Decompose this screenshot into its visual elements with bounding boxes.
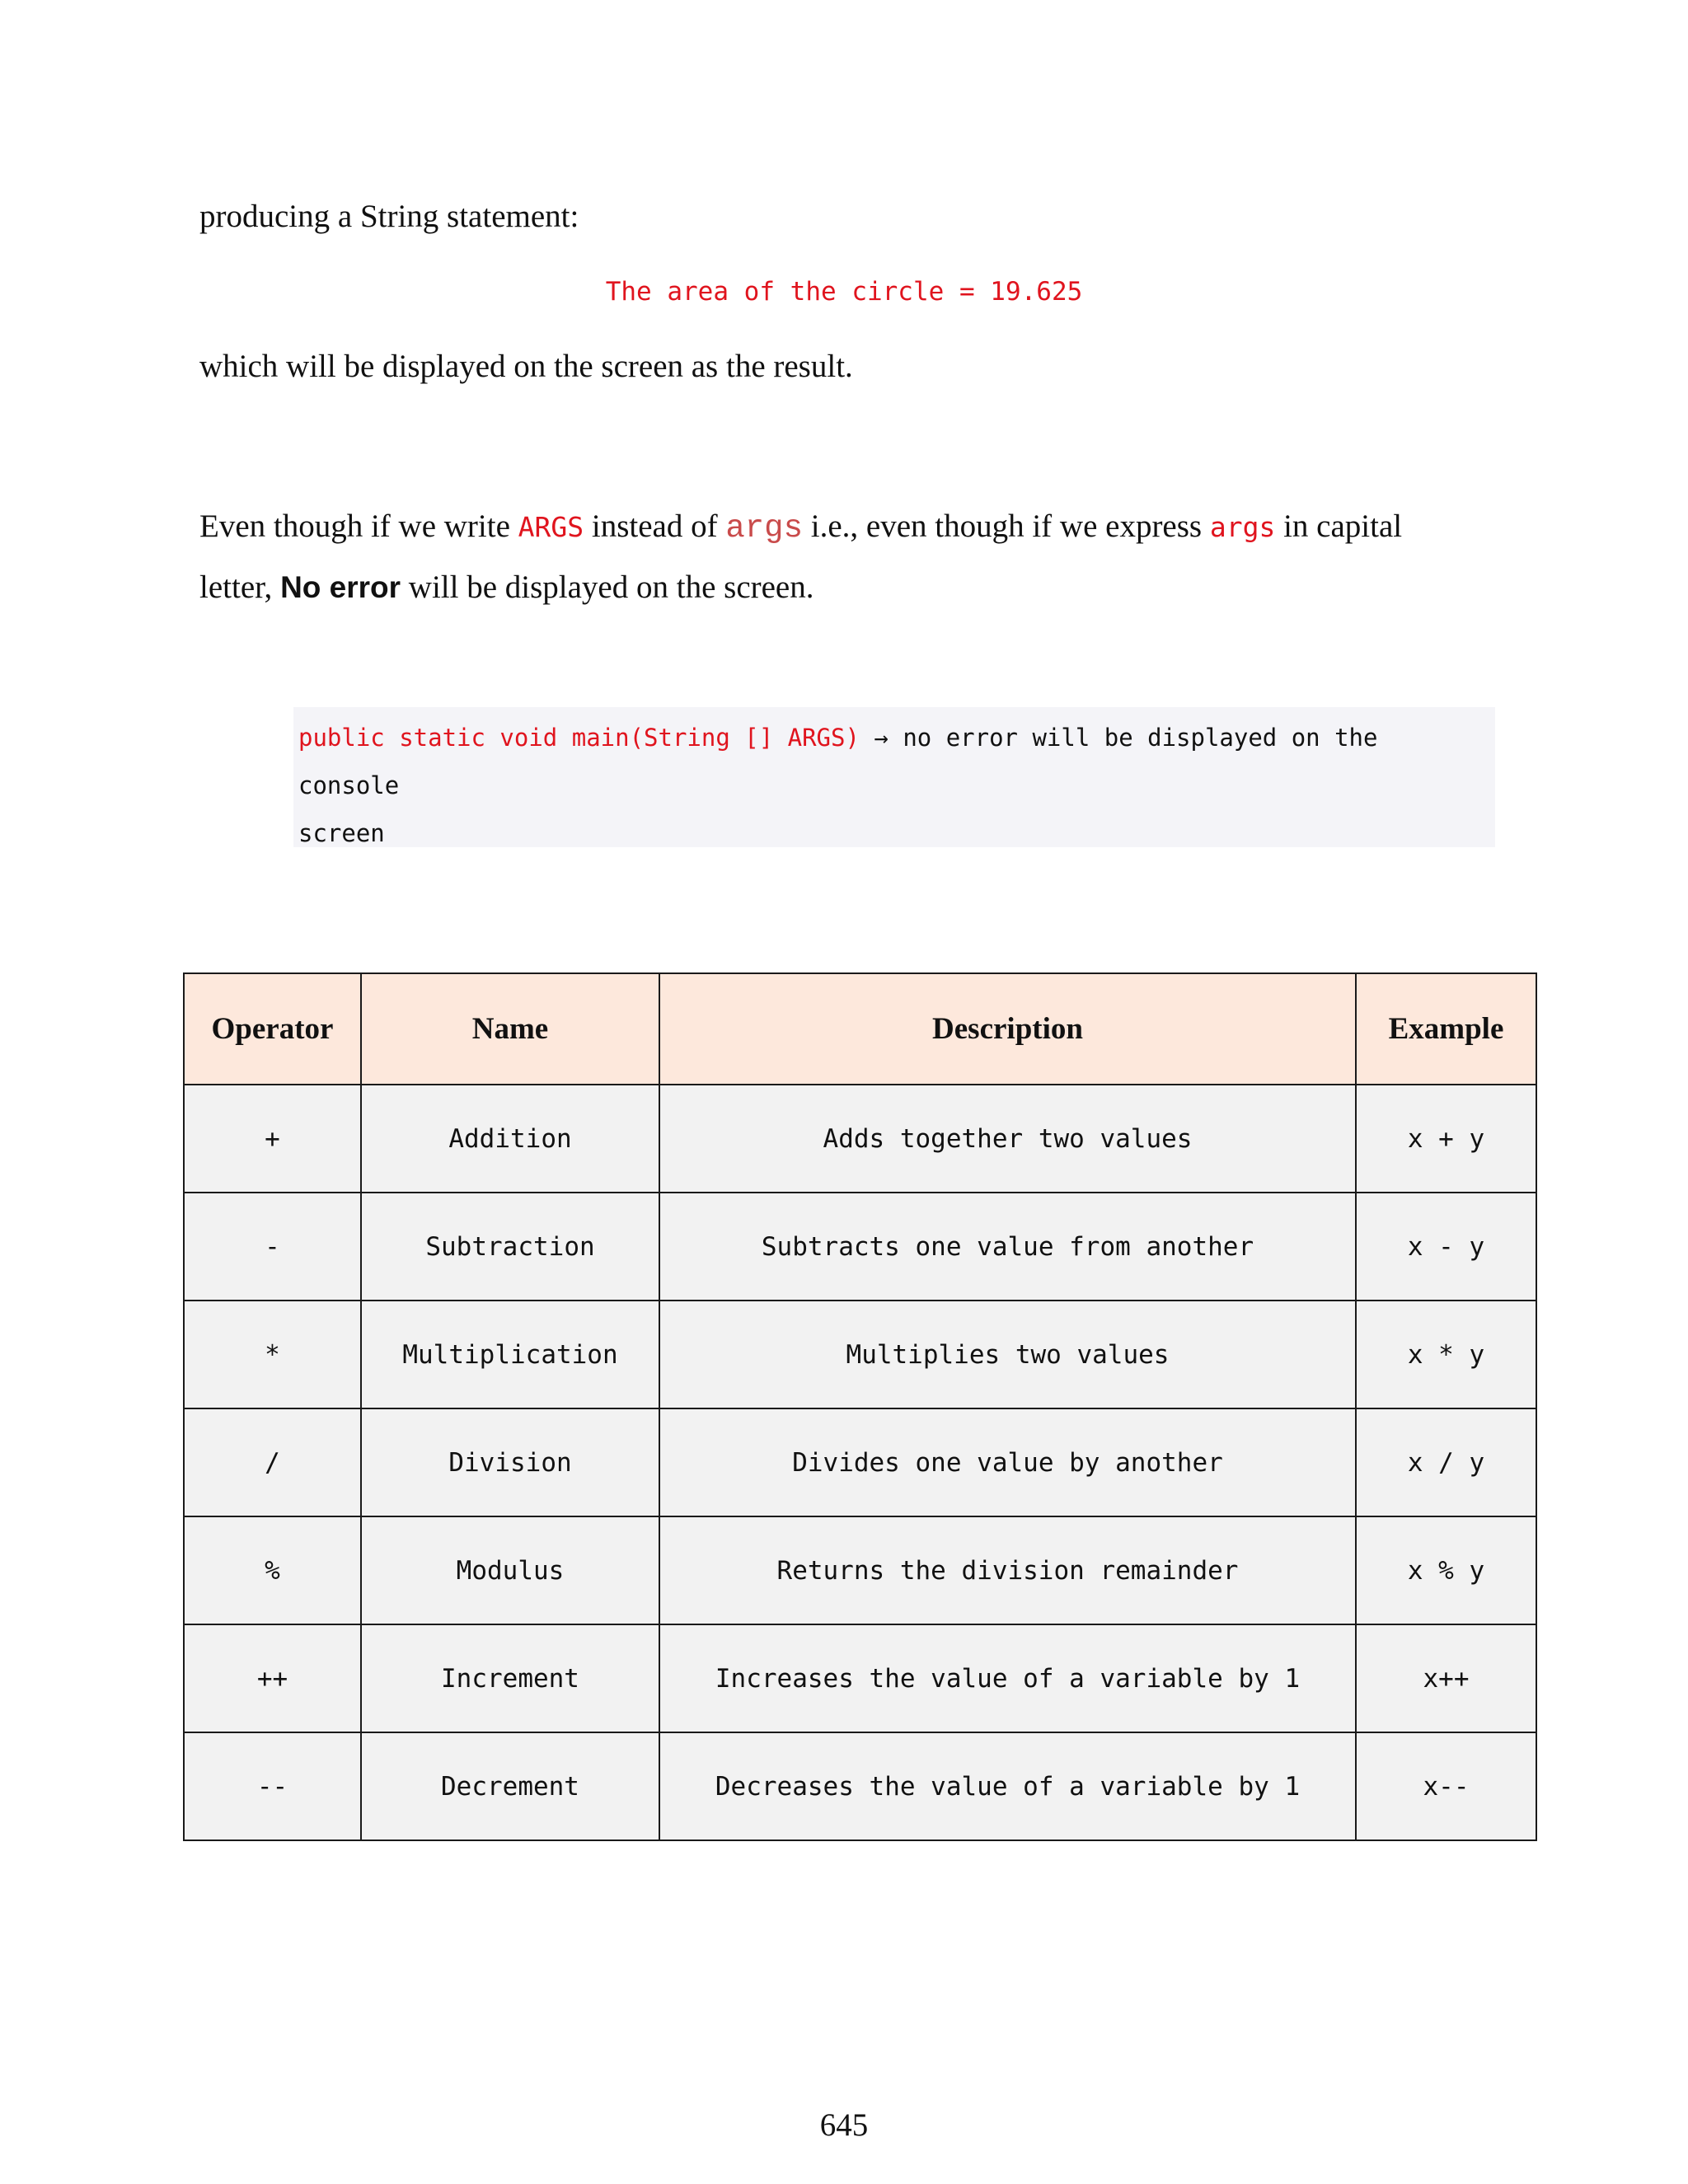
cell-name: Addition [361, 1085, 659, 1193]
code-output-line: The area of the circle = 19.625 [605, 277, 1083, 307]
cell-description: Divides one value by another [659, 1408, 1356, 1516]
operators-table [183, 972, 1537, 1841]
code-line-2: screen [298, 819, 385, 847]
arrow-glyph: → [859, 724, 903, 752]
code-block [293, 707, 1495, 847]
code-args-lower: args [1209, 511, 1276, 543]
text-run: in capital [1275, 509, 1403, 544]
cell-description: Adds together two values [659, 1085, 1356, 1193]
cell-operator: -- [184, 1732, 361, 1840]
cell-name: Decrement [361, 1732, 659, 1840]
cell-name: Subtraction [361, 1193, 659, 1301]
cell-example: x + y [1356, 1085, 1536, 1193]
cell-name: Division [361, 1408, 659, 1516]
text-run: instead of [584, 509, 726, 544]
cell-description: Returns the division remainder [659, 1516, 1356, 1624]
cell-description: Decreases the value of a variable by 1 [659, 1732, 1356, 1840]
cell-operator: * [184, 1301, 361, 1408]
code-signature: public static void main(String [] ARGS) [298, 724, 860, 752]
table-row [184, 1301, 1536, 1408]
header-operator: Operator [184, 973, 361, 1085]
code-comment: no error will be displayed on the console [298, 724, 1378, 799]
cell-operator: / [184, 1408, 361, 1516]
no-error-emphasis: No error [280, 570, 401, 604]
cell-description: Multiplies two values [659, 1301, 1356, 1408]
page-number: 645 [819, 2107, 869, 2143]
code-line-1 [298, 714, 1490, 809]
cell-example: x / y [1356, 1408, 1536, 1516]
text-run: i.e., even though if we express [802, 509, 1210, 544]
cell-example: x - y [1356, 1193, 1536, 1301]
cell-operator: + [184, 1085, 361, 1193]
result-line: which will be displayed on the screen as the result. [199, 349, 853, 384]
intro-line: producing a String statement: [199, 199, 579, 234]
cell-operator: - [184, 1193, 361, 1301]
table-row [184, 1624, 1536, 1732]
args-paragraph-line-2 [199, 557, 814, 618]
text-run: letter, [199, 569, 281, 605]
table-row [184, 1085, 1536, 1193]
cell-description: Subtracts one value from another [659, 1193, 1356, 1301]
cell-name: Multiplication [361, 1301, 659, 1408]
cell-name: Modulus [361, 1516, 659, 1624]
code-args-lower-light: args [725, 510, 803, 546]
header-example: Example [1356, 973, 1536, 1085]
table-row [184, 1193, 1536, 1301]
cell-example: x * y [1356, 1301, 1536, 1408]
table-row [184, 1732, 1536, 1840]
text-run: Even though if we write [199, 509, 518, 544]
header-name: Name [361, 973, 659, 1085]
cell-example: x++ [1356, 1624, 1536, 1732]
header-description: Description [659, 973, 1356, 1085]
cell-operator: % [184, 1516, 361, 1624]
code-args-upper: ARGS [518, 511, 584, 543]
table-header-row [184, 973, 1536, 1085]
table-row [184, 1408, 1536, 1516]
cell-example: x-- [1356, 1732, 1536, 1840]
cell-operator: ++ [184, 1624, 361, 1732]
cell-name: Increment [361, 1624, 659, 1732]
text-run: will be displayed on the screen. [401, 569, 814, 605]
table-row [184, 1516, 1536, 1624]
args-paragraph-line-1 [199, 496, 1402, 559]
cell-example: x % y [1356, 1516, 1536, 1624]
cell-description: Increases the value of a variable by 1 [659, 1624, 1356, 1732]
